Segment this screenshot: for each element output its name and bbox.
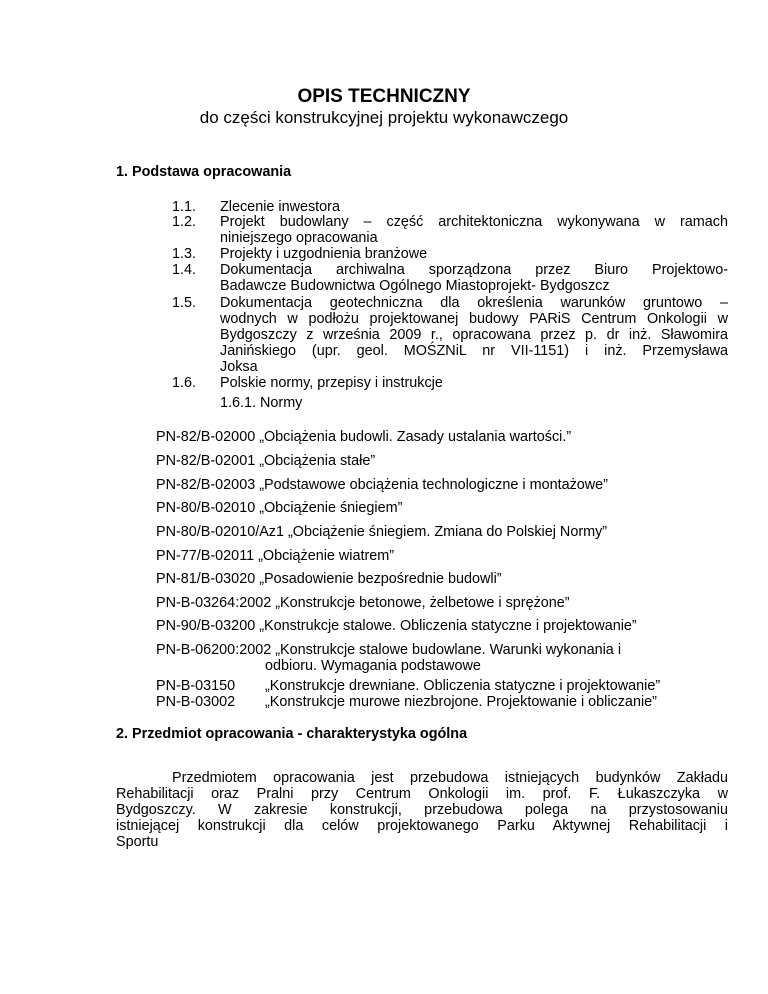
list-item-text: Joksa: [220, 359, 258, 375]
norm-title: „Konstrukcje drewniane. Obliczenia statyczne i projektowanie”: [265, 678, 661, 694]
list-item-number: 1.5.: [172, 295, 197, 311]
norm-reference: PN-77/B-02011 „Obciążenie wiatrem”: [156, 548, 395, 564]
list-item-text: Bydgoszczy z września 2009 r., opracowana przez p. dr inż. Sławomira: [220, 327, 728, 343]
norm-reference: PN-B-03264:2002 „Konstrukcje betonowe, żelbetowe i sprężone”: [156, 595, 570, 611]
list-item-text: Zlecenie inwestora: [220, 199, 340, 215]
sub-item-norms: 1.6.1. Normy: [220, 395, 303, 411]
norm-reference: PN-90/B-03200 „Konstrukcje stalowe. Obliczenia statyczne i projektowanie”: [156, 618, 637, 634]
list-item-number: 1.6.: [172, 375, 197, 391]
list-item-number: 1.2.: [172, 214, 197, 230]
norm-reference: PN-82/B-02003 „Podstawowe obciążenia technologiczne i montażowe”: [156, 477, 608, 493]
norm-code: PN-B-03002: [156, 694, 236, 710]
paragraph-line: Bydgoszczy. W zakresie konstrukcji, przebudowa polega na przystosowaniu: [116, 802, 728, 818]
list-item-text: Projekty i uzgodnienia branżowe: [220, 246, 428, 262]
norm-reference: PN-81/B-03020 „Posadowienie bezpośrednie budowli”: [156, 571, 502, 587]
norm-reference: PN-80/B-02010/Az1 „Obciążenie śniegiem. Zmiana do Polskiej Normy”: [156, 524, 608, 540]
norm-code: PN-B-03150: [156, 678, 236, 694]
section-1-heading: 1. Podstawa opracowania: [116, 164, 292, 180]
paragraph-line: Sportu: [116, 834, 159, 850]
section-2-heading: 2. Przedmiot opracowania - charakterystyka ogólna: [116, 726, 468, 742]
list-item-text: Janińskiego (upr. geol. MOŚZNiL nr VII-1151) i inż. Przemysława: [220, 343, 728, 359]
paragraph-line: Rehabilitacji oraz Pralni przy Centrum Onkologii im. prof. F. Łukaszczyka w: [116, 786, 728, 802]
norm-reference: PN-82/B-02001 „Obciążenia stałe”: [156, 453, 376, 469]
norm-title: „Konstrukcje murowe niezbrojone. Projektowanie i obliczanie”: [265, 694, 657, 710]
list-item-text: wodnych w podłożu projektowanej budowy PARiS Centrum Onkologii w: [220, 311, 728, 327]
document-subtitle: do części konstrukcyjnej projektu wykonawczego: [199, 108, 569, 127]
norm-reference-continuation: odbioru. Wymagania podstawowe: [265, 658, 481, 674]
list-item-number: 1.4.: [172, 262, 197, 278]
norm-reference: PN-80/B-02010 „Obciążenie śniegiem”: [156, 500, 403, 516]
list-item-text: Projekt budowlany – część architektoniczna wykonywana w ramach: [220, 214, 728, 230]
list-item-text: Dokumentacja geotechniczna dla określenia warunków gruntowo –: [220, 295, 728, 311]
norm-reference: PN-B-06200:2002 „Konstrukcje stalowe budowlane. Warunki wykonania i: [156, 642, 622, 658]
list-item-number: 1.3.: [172, 246, 197, 262]
list-item-text: Polskie normy, przepisy i instrukcje: [220, 375, 443, 391]
norm-reference: PN-82/B-02000 „Obciążenia budowli. Zasady ustalania wartości.”: [156, 429, 572, 445]
paragraph-line: Przedmiotem opracowania jest przebudowa istniejących budynków Zakładu: [172, 770, 728, 786]
paragraph-line: istniejącej konstrukcji dla celów projektowanego Parku Aktywnej Rehabilitacji i: [116, 818, 728, 834]
list-item-text: Dokumentacja archiwalna sporządzona przez Biuro Projektowo-: [220, 262, 728, 278]
list-item-text: niniejszego opracowania: [220, 230, 378, 246]
list-item-number: 1.1.: [172, 199, 197, 215]
list-item-text: Badawcze Budownictwa Ogólnego Miastoprojekt- Bydgoszcz: [220, 278, 610, 294]
document-title: OPIS TECHNICZNY: [297, 86, 471, 107]
